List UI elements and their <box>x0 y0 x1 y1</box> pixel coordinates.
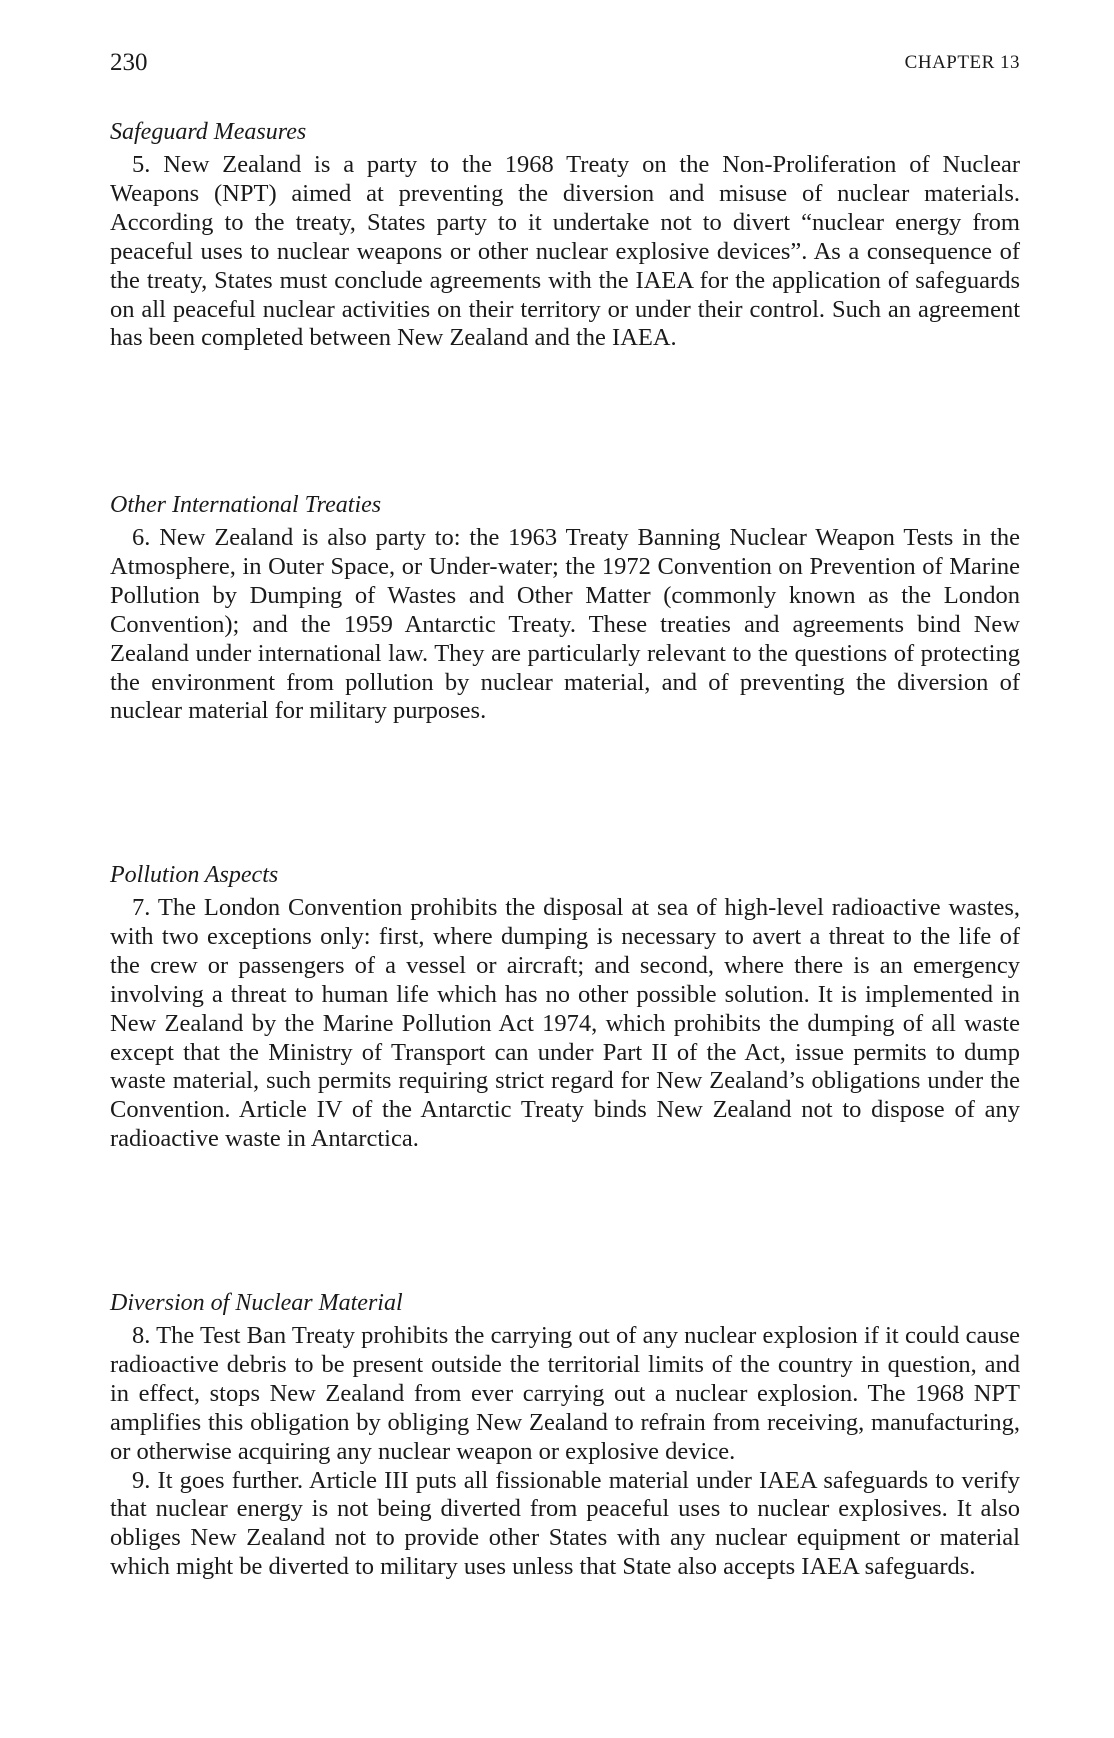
paragraph-9: 9. It goes further. Article III puts all fissionable material under IAEA safeguards to verify that nuclear energy is not being diverted from peaceful uses to nuclear explosives. It also obliges New Zealand not to provide other States with any nuclear equipment or material which might be diverted to military uses unless that State also accepts IAEA safeguards. <box>110 1466 1020 1581</box>
paragraph-6: 6. New Zealand is also party to: the 1963 Treaty Banning Nuclear Weapon Tests in the Atmosphere, in Outer Space, or Under-water; the 1972 Convention on Prevention of Marine Pollution by Dumping of Wastes and Other Matter (commonly known as the London Convention); and the 1959 Antarctic Treaty. These treaties and agreements bind New Zealand under international law. They are particularly relevant to the questions of protecting the environment from pollution by nuclear material, and of preventing the diversion of nuclear material for military purposes. <box>110 524 1020 725</box>
running-header <box>110 46 1020 80</box>
paragraph-7: 7. The London Convention prohibits the disposal at sea of high-level radioactive wastes, with two exceptions only: first, where dumping is necessary to avert a threat to the life of the crew or passengers of a vessel or aircraft; and second, where there is an emergency involving a threat to human life which has no other possible solution. It is implemented in New Zealand by the Marine Pollution Act 1974, which prohibits the dumping of all waste except that the Ministry of Transport can under Part II of the Act, issue permits to dump waste material, such permits requiring strict regard for New Zealand’s obligations under the Convention. Article IV of the Antarctic Treaty binds New Zealand not to dispose of any radioactive waste in Antarctica. <box>110 894 1020 1153</box>
paragraph-5: 5. New Zealand is a party to the 1968 Treaty on the Non-Proliferation of Nuclear Weapons (NPT) aimed at preventing the diversion and misuse of nuclear materials. According to the treaty, States party to it undertake not to divert “nuclear energy from peaceful uses to nuclear weapons or other nuclear explosive devices”. As a consequence of the treaty, States must conclude agreements with the IAEA for the application of safeguards on all peaceful nuclear activities on their territory or under their control. Such an agreement has been completed between New Zealand and the IAEA. <box>110 151 1020 352</box>
page-number: 230 <box>110 49 148 76</box>
section-safeguard-measures <box>110 117 1020 353</box>
section-heading: Safeguard Measures <box>110 119 307 145</box>
section-heading: Diversion of Nuclear Material <box>110 1290 403 1316</box>
section-other-international-treaties <box>110 490 1020 726</box>
paragraph-8: 8. The Test Ban Treaty prohibits the carrying out of any nuclear explosion if it could cause radioactive debris to be present outside the territorial limits of the country in question, and in effect, stops New Zealand from ever carrying out a nuclear explosion. The 1968 NPT amplifies this obligation by obliging New Zealand to refrain from receiving, manufacturing, or otherwise acquiring any nuclear weapon or explosive device. <box>110 1322 1020 1465</box>
section-heading: Pollution Aspects <box>110 862 279 888</box>
section-diversion-of-nuclear-material <box>110 1288 1020 1582</box>
chapter-label: CHAPTER 13 <box>904 52 1020 73</box>
section-pollution-aspects <box>110 860 1020 1154</box>
section-heading: Other International Treaties <box>110 492 382 518</box>
